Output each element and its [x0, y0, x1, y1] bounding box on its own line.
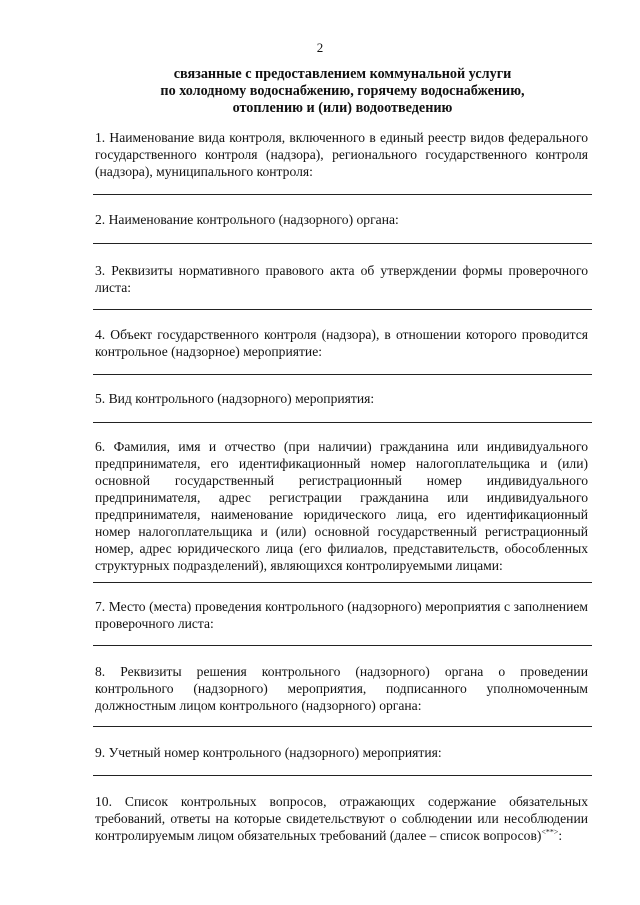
fill-line-9 — [93, 775, 592, 776]
document-title — [95, 66, 590, 117]
item-10-colon: : — [558, 828, 563, 843]
fill-line-3 — [93, 309, 592, 310]
page-number: 2 — [316, 40, 324, 55]
fill-line-5 — [93, 422, 592, 423]
item-text: 4. Объект государственного контроля (надзора), в отношении которого проводится контрольное (надзорное) мероприятие: — [95, 327, 588, 359]
fill-line-2 — [93, 243, 592, 244]
fill-line-7 — [93, 645, 592, 646]
item-text: 6. Фамилия, имя и отчество (при наличии) гражданина или индивидуального предпринимателя, его идентификационный номер налогоплательщика и (или) основной государственный регистрационный номер индивидуального предпринимателя, адрес регистрации гражданина или индивидуального предпринимателя, наименование юридического лица, его идентификационный номер налогоплательщика и (или) основной государственный регистрационный номер, адрес юридического лица (его филиалов, представительств, обособленных структурных подразделений), являющихся контролируемыми лицами: — [95, 439, 588, 573]
item-10-text: 10. Список контрольных вопросов, отражающих содержание обязательных требований, ответы на которые свидетельствуют о соблюдении или несоблюдении контролируемым лицом обязательных требований (далее – список вопросов) — [95, 794, 588, 843]
checklist-item-7 — [95, 598, 588, 632]
footnote-mark: <**> — [541, 827, 559, 837]
title-line-2: по холодному водоснабжению, горячему водоснабжению, — [160, 83, 525, 99]
fill-line-1 — [93, 194, 592, 195]
fill-line-6 — [93, 582, 592, 583]
checklist-item-8 — [95, 663, 588, 714]
title-line-3: отоплению и (или) водоотведению — [232, 100, 453, 116]
checklist-item-6 — [95, 438, 588, 574]
item-text: 5. Вид контрольного (надзорного) мероприятия: — [95, 391, 375, 406]
checklist-item-1 — [95, 129, 588, 180]
item-text: 9. Учетный номер контрольного (надзорного) мероприятия: — [95, 745, 442, 760]
checklist-item-5 — [95, 390, 588, 407]
checklist-item-4 — [95, 326, 588, 360]
item-text — [95, 793, 588, 844]
item-text: 1. Наименование вида контроля, включенного в единый реестр видов федерального государственного контроля (надзора), регионального государственного контроля (надзора), муниципального контроля: — [95, 130, 588, 179]
checklist-item-2 — [95, 211, 588, 228]
title-line-1: связанные с предоставлением коммунальной услуги — [173, 66, 512, 82]
item-text: 7. Место (места) проведения контрольного (надзорного) мероприятия с заполнением проверочного листа: — [95, 599, 588, 631]
item-text: 8. Реквизиты решения контрольного (надзорного) органа о проведении контрольного (надзорного) мероприятия, подписанного уполномоченным должностным лицом контрольного (надзорного) органа: — [95, 664, 588, 713]
checklist-item-3 — [95, 262, 588, 296]
item-text: 2. Наименование контрольного (надзорного) органа: — [95, 212, 399, 227]
fill-line-4 — [93, 374, 592, 375]
item-text: 3. Реквизиты нормативного правового акта об утверждении формы проверочного листа: — [95, 263, 588, 295]
checklist-item-10 — [95, 793, 588, 844]
checklist-item-9 — [95, 744, 588, 761]
fill-line-8 — [93, 726, 592, 727]
